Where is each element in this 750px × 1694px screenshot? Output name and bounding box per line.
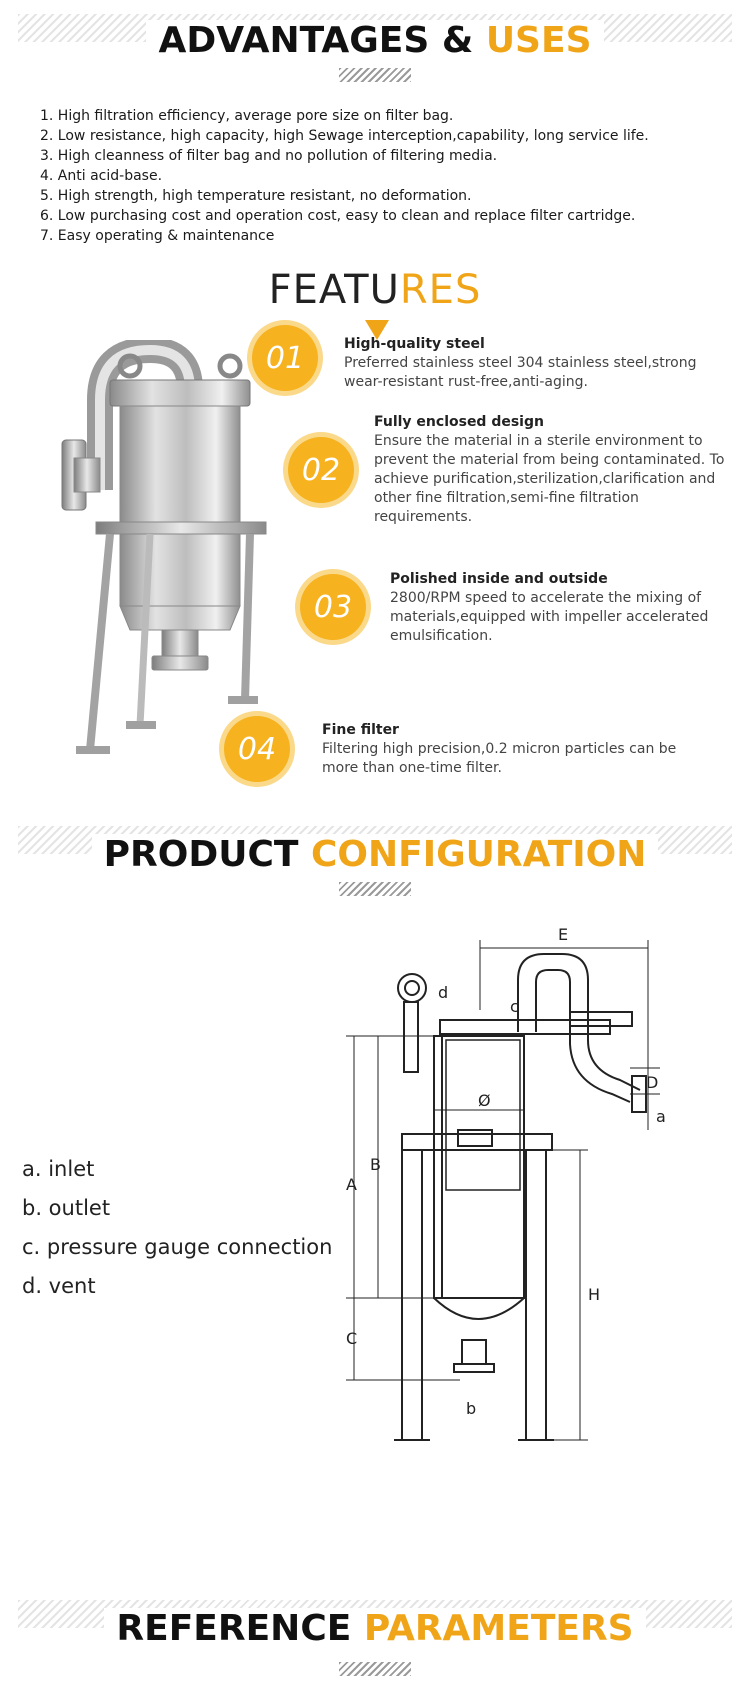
feature-body: Filtering high precision,0.2 micron particles can be more than one-time filter.: [322, 741, 677, 776]
feature-badge-02: 02: [288, 437, 354, 503]
feature-item-01: [344, 335, 724, 392]
feature-item-03: [390, 570, 740, 646]
dim-label-E: E: [558, 925, 569, 944]
feature-heading: Fine filter: [322, 722, 399, 738]
dim-label-D: D: [646, 1073, 659, 1092]
feature-badge-04: 04: [224, 716, 290, 782]
feature-body: 2800/RPM speed to accelerate the mixing of materials,equipped with impeller accelerated emulsification.: [390, 590, 709, 644]
feature-item-02: [374, 413, 739, 527]
heading-underline-stripe: [339, 882, 411, 896]
advantages-list: [40, 106, 730, 246]
advantages-title-dark: ADVANTAGES &: [158, 20, 474, 61]
list-item: 4. Anti acid-base.: [40, 168, 163, 184]
heading-underline-stripe: [339, 68, 411, 82]
dim-label-d: d: [438, 983, 449, 1002]
dim-label-H: H: [588, 1285, 601, 1304]
list-item: 6. Low purchasing cost and operation cost, easy to clean and replace filter cartridge.: [40, 208, 636, 224]
list-item: 5. High strength, high temperature resistant, no deformation.: [40, 188, 472, 204]
dim-label-B: B: [370, 1155, 381, 1174]
features-title-dark: FEATU: [268, 267, 400, 313]
feature-body: Preferred stainless steel 304 stainless steel,strong wear-resistant rust-free,anti-aging.: [344, 355, 697, 390]
heading-underline-stripe: [339, 1662, 411, 1676]
configuration-heading: [0, 834, 750, 875]
feature-badge-01: 01: [252, 325, 318, 391]
feature-item-04: [322, 721, 682, 778]
features-title: [0, 268, 750, 312]
list-item: d. vent: [22, 1274, 96, 1298]
configuration-title-dark: PRODUCT: [103, 834, 299, 875]
list-item: a. inlet: [22, 1157, 95, 1181]
feature-heading: High-quality steel: [344, 336, 485, 352]
dim-label-A: A: [346, 1175, 357, 1194]
dim-label-a: a: [656, 1107, 666, 1126]
feature-heading: Polished inside and outside: [390, 571, 608, 587]
configuration-list: [22, 1150, 332, 1306]
configuration-title-accent: CONFIGURATION: [310, 834, 647, 875]
feature-body: Ensure the material in a sterile environment to prevent the material from being contaminated. To achieve purification,sterilization,clarification and other fine filtration,semi-fine filtration requirements.: [374, 433, 725, 525]
reference-title-accent: PARAMETERS: [363, 1608, 634, 1649]
list-item: b. outlet: [22, 1196, 111, 1220]
technical-drawing: [330, 920, 730, 1460]
list-item: 7. Easy operating & maintenance: [40, 228, 275, 244]
dim-label-c: c: [510, 997, 519, 1016]
advantages-heading: [0, 20, 750, 61]
advantages-title-accent: USES: [485, 20, 592, 61]
dim-label-b: b: [466, 1399, 477, 1418]
dim-label-phi: Ø: [478, 1091, 491, 1110]
list-item: c. pressure gauge connection: [22, 1235, 333, 1259]
dim-label-C: C: [346, 1329, 358, 1348]
features-title-accent: RES: [399, 267, 482, 313]
reference-heading: [0, 1608, 750, 1649]
list-item: 2. Low resistance, high capacity, high Sewage interception,capability, long service life.: [40, 128, 649, 144]
list-item: 1. High filtration efficiency, average pore size on filter bag.: [40, 108, 454, 124]
feature-badge-03: 03: [300, 574, 366, 640]
feature-heading: Fully enclosed design: [374, 414, 544, 430]
list-item: 3. High cleanness of filter bag and no pollution of filtering media.: [40, 148, 498, 164]
reference-title-dark: REFERENCE: [116, 1608, 352, 1649]
